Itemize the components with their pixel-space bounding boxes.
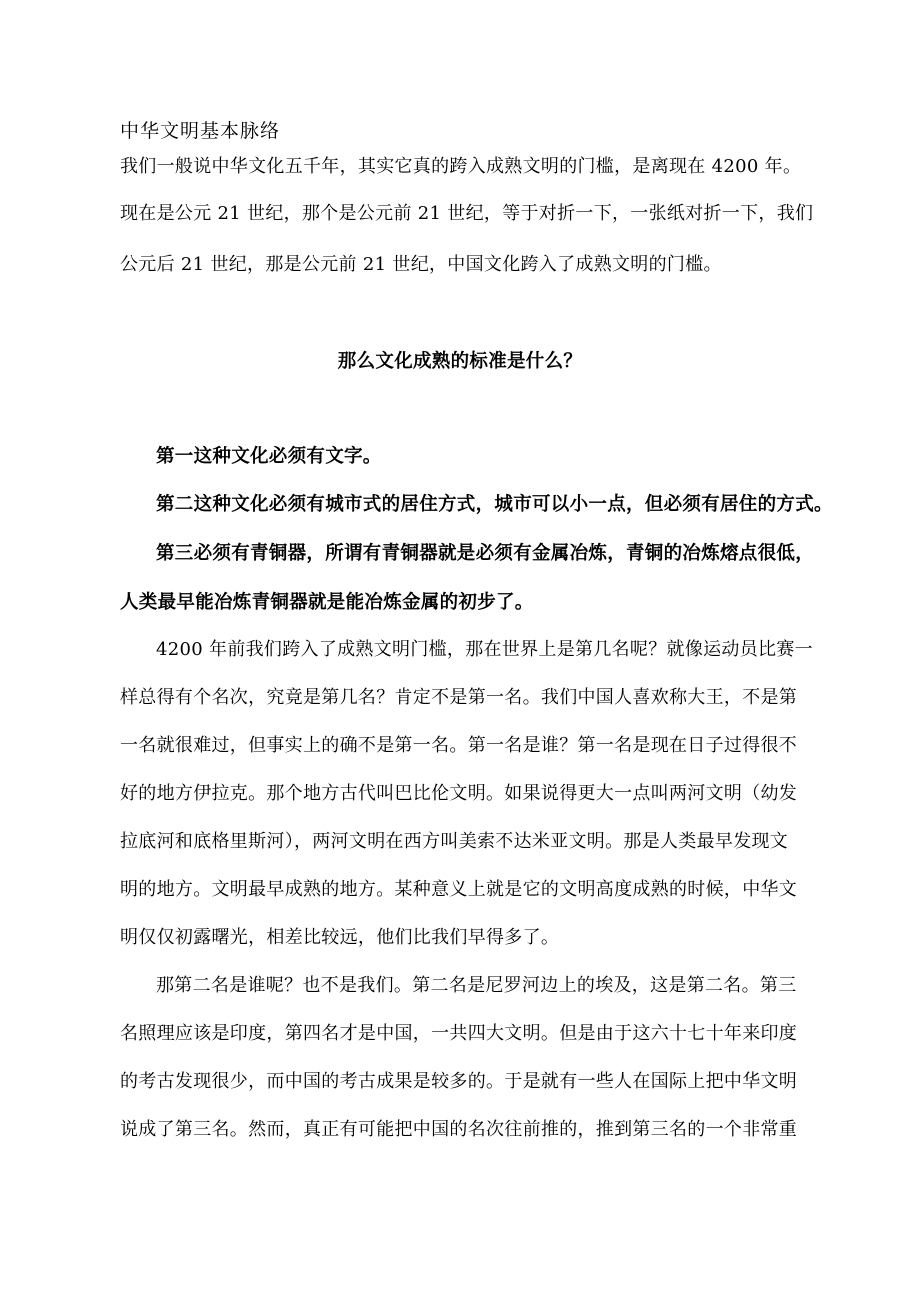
paragraph1-line-1: 4200 年前我们跨入了成熟文明门槛，那在世界上是第几名呢？就像运动员比赛一 — [156, 639, 813, 660]
criterion-3: 第三必须有青铜器，所谓有青铜器就是必须有金属冶炼，青铜的冶炼熔点很低， — [156, 543, 815, 564]
paragraph2-line-4: 说成了第三名。然而，真正有可能把中国的名次往前推的，推到第三名的一个非常重 — [120, 1119, 798, 1140]
intro-line-3: 公元后 21 世纪，那是公元前 21 世纪，中国文化跨入了成熟文明的门槛。 — [120, 254, 722, 275]
paragraph1-line-3: 一名就很难过，但事实上的确不是第一名。第一名是谁？第一名是现在日子过得很不 — [120, 735, 798, 756]
paragraph1-line-7: 明仅仅初露曙光，相差比较远，他们比我们早得多了。 — [120, 927, 560, 948]
paragraph1-line-2: 样总得有个名次，究竟是第几名？肯定不是第一名。我们中国人喜欢称大王，不是第 — [120, 687, 798, 708]
paragraph2-line-1: 那第二名是谁呢？也不是我们。第二名是尼罗河边上的埃及，这是第二名。第三 — [156, 975, 797, 996]
question-heading: 那么文化成熟的标准是什么？ — [337, 351, 583, 372]
paragraph1-line-5: 拉底河和底格里斯河），两河文明在西方叫美索不达米亚文明。那是人类最早发现文 — [120, 831, 789, 852]
intro-line-1: 我们一般说中华文化五千年，其实它真的跨入成熟文明的门槛，是离现在 4200 年。 — [120, 156, 802, 177]
intro-line-2: 现在是公元 21 世纪，那个是公元前 21 世纪，等于对折一下，一张纸对折一下，我们 — [120, 203, 814, 224]
criterion-2: 第二这种文化必须有城市式的居住方式，城市可以小一点，但必须有居住的方式。 — [156, 494, 833, 515]
criterion-1: 第一这种文化必须有文字。 — [156, 446, 382, 467]
criterion-3-continued: 人类最早能冶炼青铜器就是能冶炼金属的初步了。 — [120, 592, 534, 613]
document-title: 中华文明基本脉络 — [120, 120, 281, 142]
paragraph2-line-3: 的考古发现很少，而中国的考古成果是较多的。于是就有一些人在国际上把中华文明 — [120, 1071, 798, 1092]
paragraph2-line-2: 名照理应该是印度，第四名才是中国，一共四大文明。但是由于这六十七十年来印度 — [120, 1023, 798, 1044]
paragraph1-line-4: 好的地方伊拉克。那个地方古代叫巴比伦文明。如果说得更大一点叫两河文明（幼发 — [120, 783, 798, 804]
paragraph1-line-6: 明的地方。文明最早成熟的地方。某种意义上就是它的文明高度成熟的时候，中华文 — [120, 879, 798, 900]
